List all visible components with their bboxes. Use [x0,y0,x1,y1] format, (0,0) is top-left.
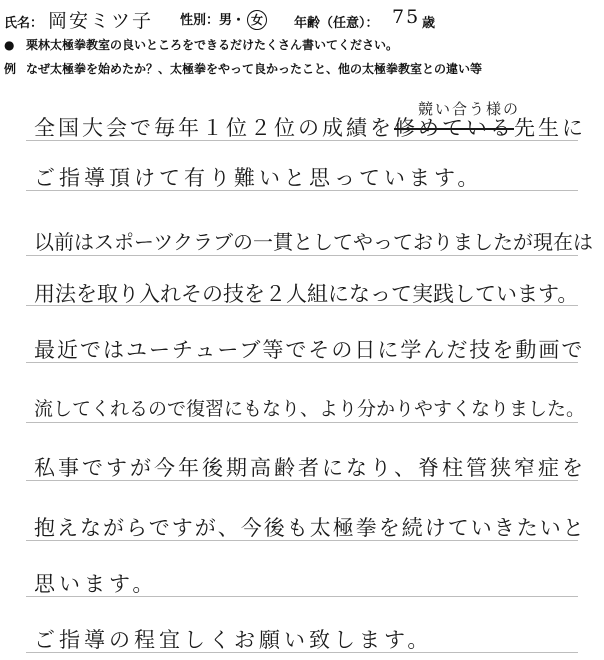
handwritten-line: 抱えながらですが、今後も太極拳を続けていきたいと [34,516,586,540]
handwritten-line: ご指導頂けて有り難いと思っています。 [34,166,483,190]
age-unit: 歳 [422,16,436,31]
instruction-bullet: ● [4,38,15,52]
example-text: なぜ太極拳を始めたか？、太極拳をやって良かったこと、他の太極拳教室との違い等 [26,62,483,76]
ruled-line [26,255,578,256]
handwritten-line: 最近ではユーチューブ等でその日に学んだ技を動画で [34,338,585,362]
example-marker: 例 [4,62,17,76]
ruled-line [26,422,578,423]
form-header [4,6,600,32]
handwritten-line: 用法を取り入れその技を２人組になって実践しています。 [34,282,579,306]
handwritten-line: 思います。 [34,572,158,596]
gender-field [180,9,267,30]
handwritten-line: ご指導の程宜しくお願い致します。 [34,628,433,652]
line1-struck-text: 修めている [394,116,514,140]
age-value: 75 [392,6,421,28]
handwritten-line: 流してくれるので復習にもなり、より分かりやすくなりました。 [34,398,586,420]
age-label: 年齢（任意）： [294,16,379,31]
gender-selected: 女 [247,10,267,30]
handwritten-line: 私事ですが今年後期高齢者になり、脊柱管狭窄症を [34,456,586,480]
handwritten-insertion: 競い合う様の [418,100,521,118]
name-label: 氏名： [4,16,44,31]
line1-after: 先生に [514,116,586,140]
gender-label: 性別：男・ [180,13,246,28]
instruction-text: 栗林太極拳教室の良いところをできるだけたくさん書いてください。 [26,38,399,52]
instruction [4,36,398,53]
handwritten-line: 以前はスポーツクラブの一貫としてやっておりましたが現在は [34,230,593,254]
name-value: 岡安ミツ子 [48,10,154,32]
handwritten-line-1 [34,112,586,142]
example [4,60,482,77]
line1-before: 全国大会で毎年１位２位の成績を [34,116,394,140]
